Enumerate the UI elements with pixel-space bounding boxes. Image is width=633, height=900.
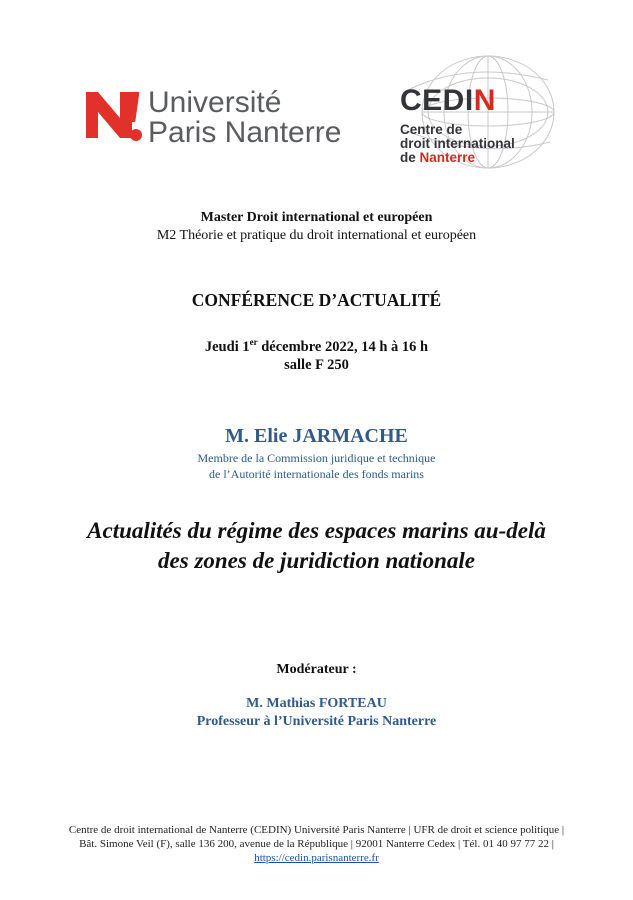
event-type-heading: CONFÉRENCE D’ACTUALITÉ <box>191 290 442 310</box>
footer-address-line2: Bât. Simone Veil (F), salle 136 200, avenue de la République | 92001 Nanterre Cedex | Tél. 01 40 97 77 22 | <box>79 838 554 850</box>
universite-paris-nanterre-logo-mark <box>84 88 142 146</box>
footer-address-line1: Centre de droit international de Nanterre (CEDIN) Université Paris Nanterre | UFR de droit et science politique | <box>68 824 565 836</box>
speaker-role-line1: Membre de la Commission juridique et technique <box>197 451 436 465</box>
moderator-title: Professeur à l’Université Paris Nanterre <box>196 714 437 729</box>
moderator-name: M. Mathias FORTEAU <box>246 696 387 711</box>
topic-line2: des zones de juridiction nationale <box>158 547 475 573</box>
cedin-logo-sub3: de Nanterre <box>400 150 476 165</box>
cedin-logo-sub1: Centre de <box>400 122 463 137</box>
event-date: Jeudi 1er décembre 2022, 14 h à 16 h <box>204 337 429 355</box>
cedin-logo-title: CEDIN <box>400 84 496 117</box>
university-logo-line2: Paris Nanterre <box>148 116 342 149</box>
speaker-role-line2: de l’Autorité internationale des fonds marins <box>209 467 424 481</box>
footer-link-row <box>0 852 633 864</box>
cedin-logo-sub2: droit international <box>400 136 515 151</box>
topic-line1: Actualités du régime des espaces marins au-delà <box>87 518 546 543</box>
university-logo-line1: Université <box>148 86 282 119</box>
moderator-label: Modérateur : <box>276 662 357 677</box>
conference-topic <box>0 516 633 576</box>
website-link[interactable]: https://cedin.parisnanterre.fr <box>254 852 379 864</box>
speaker-name: M. Elie JARMACHE <box>225 425 408 447</box>
program-title: Master Droit international et européen <box>200 210 433 225</box>
event-room: salle F 250 <box>284 357 349 373</box>
program-subtitle: M2 Théorie et pratique du droit international et européen <box>156 228 477 243</box>
